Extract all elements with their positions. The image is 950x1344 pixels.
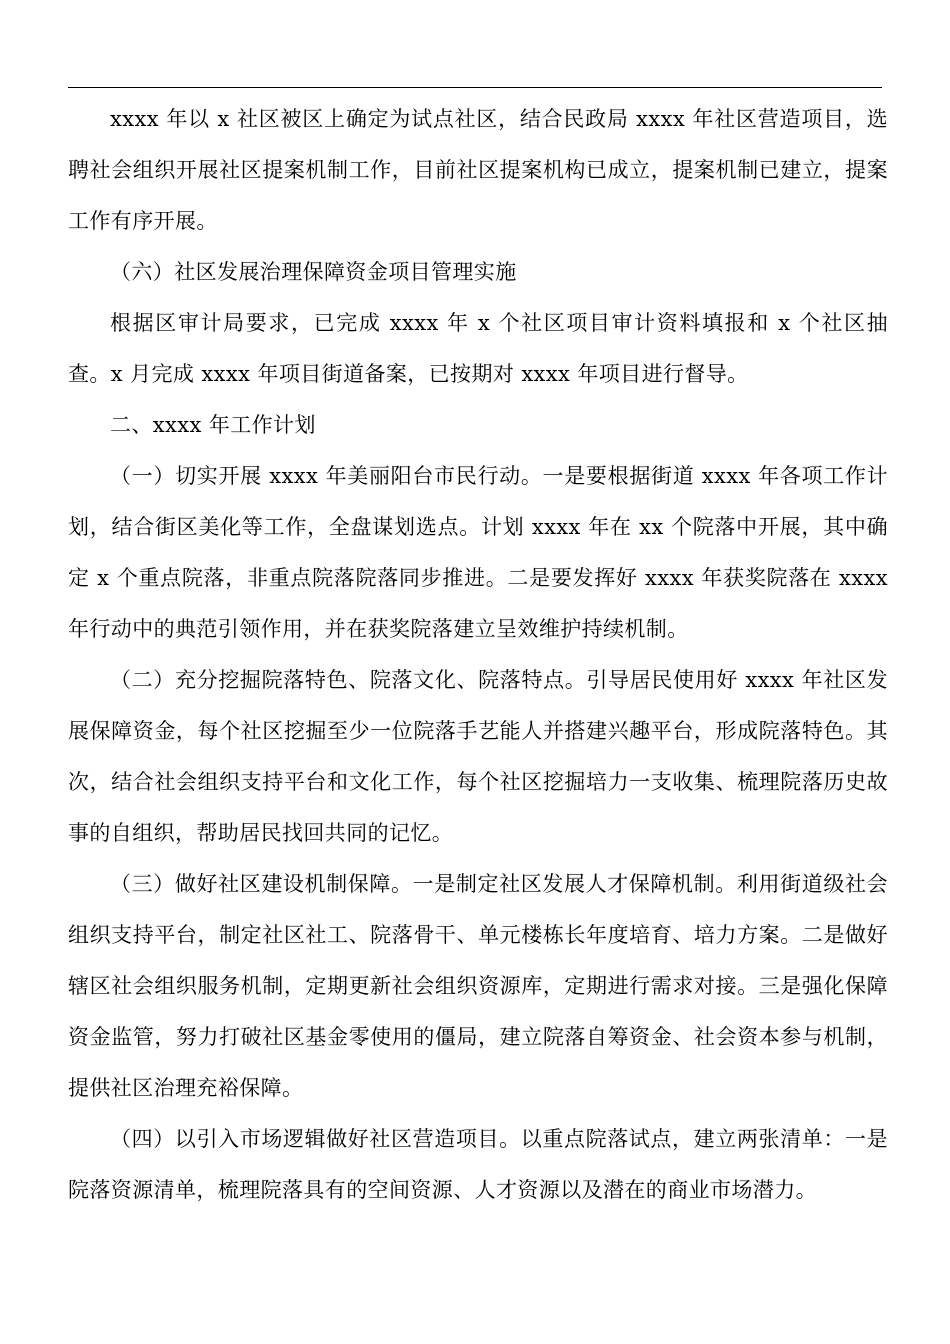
- section-heading-work-plan: 二、xxxx 年工作计划: [110, 413, 316, 437]
- paragraph-plan-4: （四）以引入市场逻辑做好社区营造项目。以重点院落试点，建立两张清单：一是院落资源清单，梳理院落具有的空间资源、人才资源以及潜在的商业市场潜力。: [68, 1127, 888, 1202]
- paragraph-proposal-mechanism: xxxx 年以 x 社区被区上确定为试点社区，结合民政局 xxxx 年社区营造项目，选聘社会组织开展社区提案机制工作，目前社区提案机构已成立，提案机制已建立，提案工作有序开展。: [68, 107, 888, 233]
- paragraph-plan-3: （三）做好社区建设机制保障。一是制定社区发展人才保障机制。利用街道级社会组织支持平台，制定社区社工、院落骨干、单元楼栋长年度培育、培力方案。二是做好辖区社会组织服务机制，定期更新社会组织资源库，定期进行需求对接。三是强化保障资金监管，努力打破社区基金零使用的僵局，建立院落自筹资金、社会资本参与机制，提供社区治理充裕保障。: [68, 872, 888, 1100]
- document-body: [68, 94, 888, 1216]
- header-rule: [68, 87, 882, 88]
- section-heading-fund-management: （六）社区发展治理保障资金项目管理实施: [110, 260, 517, 284]
- paragraph-plan-2: （二）充分挖掘院落特色、院落文化、院落特点。引导居民使用好 xxxx 年社区发展保障资金，每个社区挖掘至少一位院落手艺能人并搭建兴趣平台，形成院落特色。其次，结合社会组织支持平台和文化工作，每个社区挖掘培力一支收集、梳理院落历史故事的自组织，帮助居民找回共同的记忆。: [68, 668, 888, 845]
- paragraph-audit: 根据区审计局要求，已完成 xxxx 年 x 个社区项目审计资料填报和 x 个社区抽查。x 月完成 xxxx 年项目街道备案，已按期对 xxxx 年项目进行督导。: [68, 311, 888, 386]
- paragraph-plan-1: （一）切实开展 xxxx 年美丽阳台市民行动。一是要根据街道 xxxx 年各项工作计划，结合街区美化等工作，全盘谋划选点。计划 xxxx 年在 xx 个院落中开展，其中确定 x 个重点院落，非重点院落院落同步推进。二是要发挥好 xxxx 年获奖院落在 xxxx 年行动中的典范引领作用，并在获奖院落建立呈效维护持续机制。: [68, 464, 888, 641]
